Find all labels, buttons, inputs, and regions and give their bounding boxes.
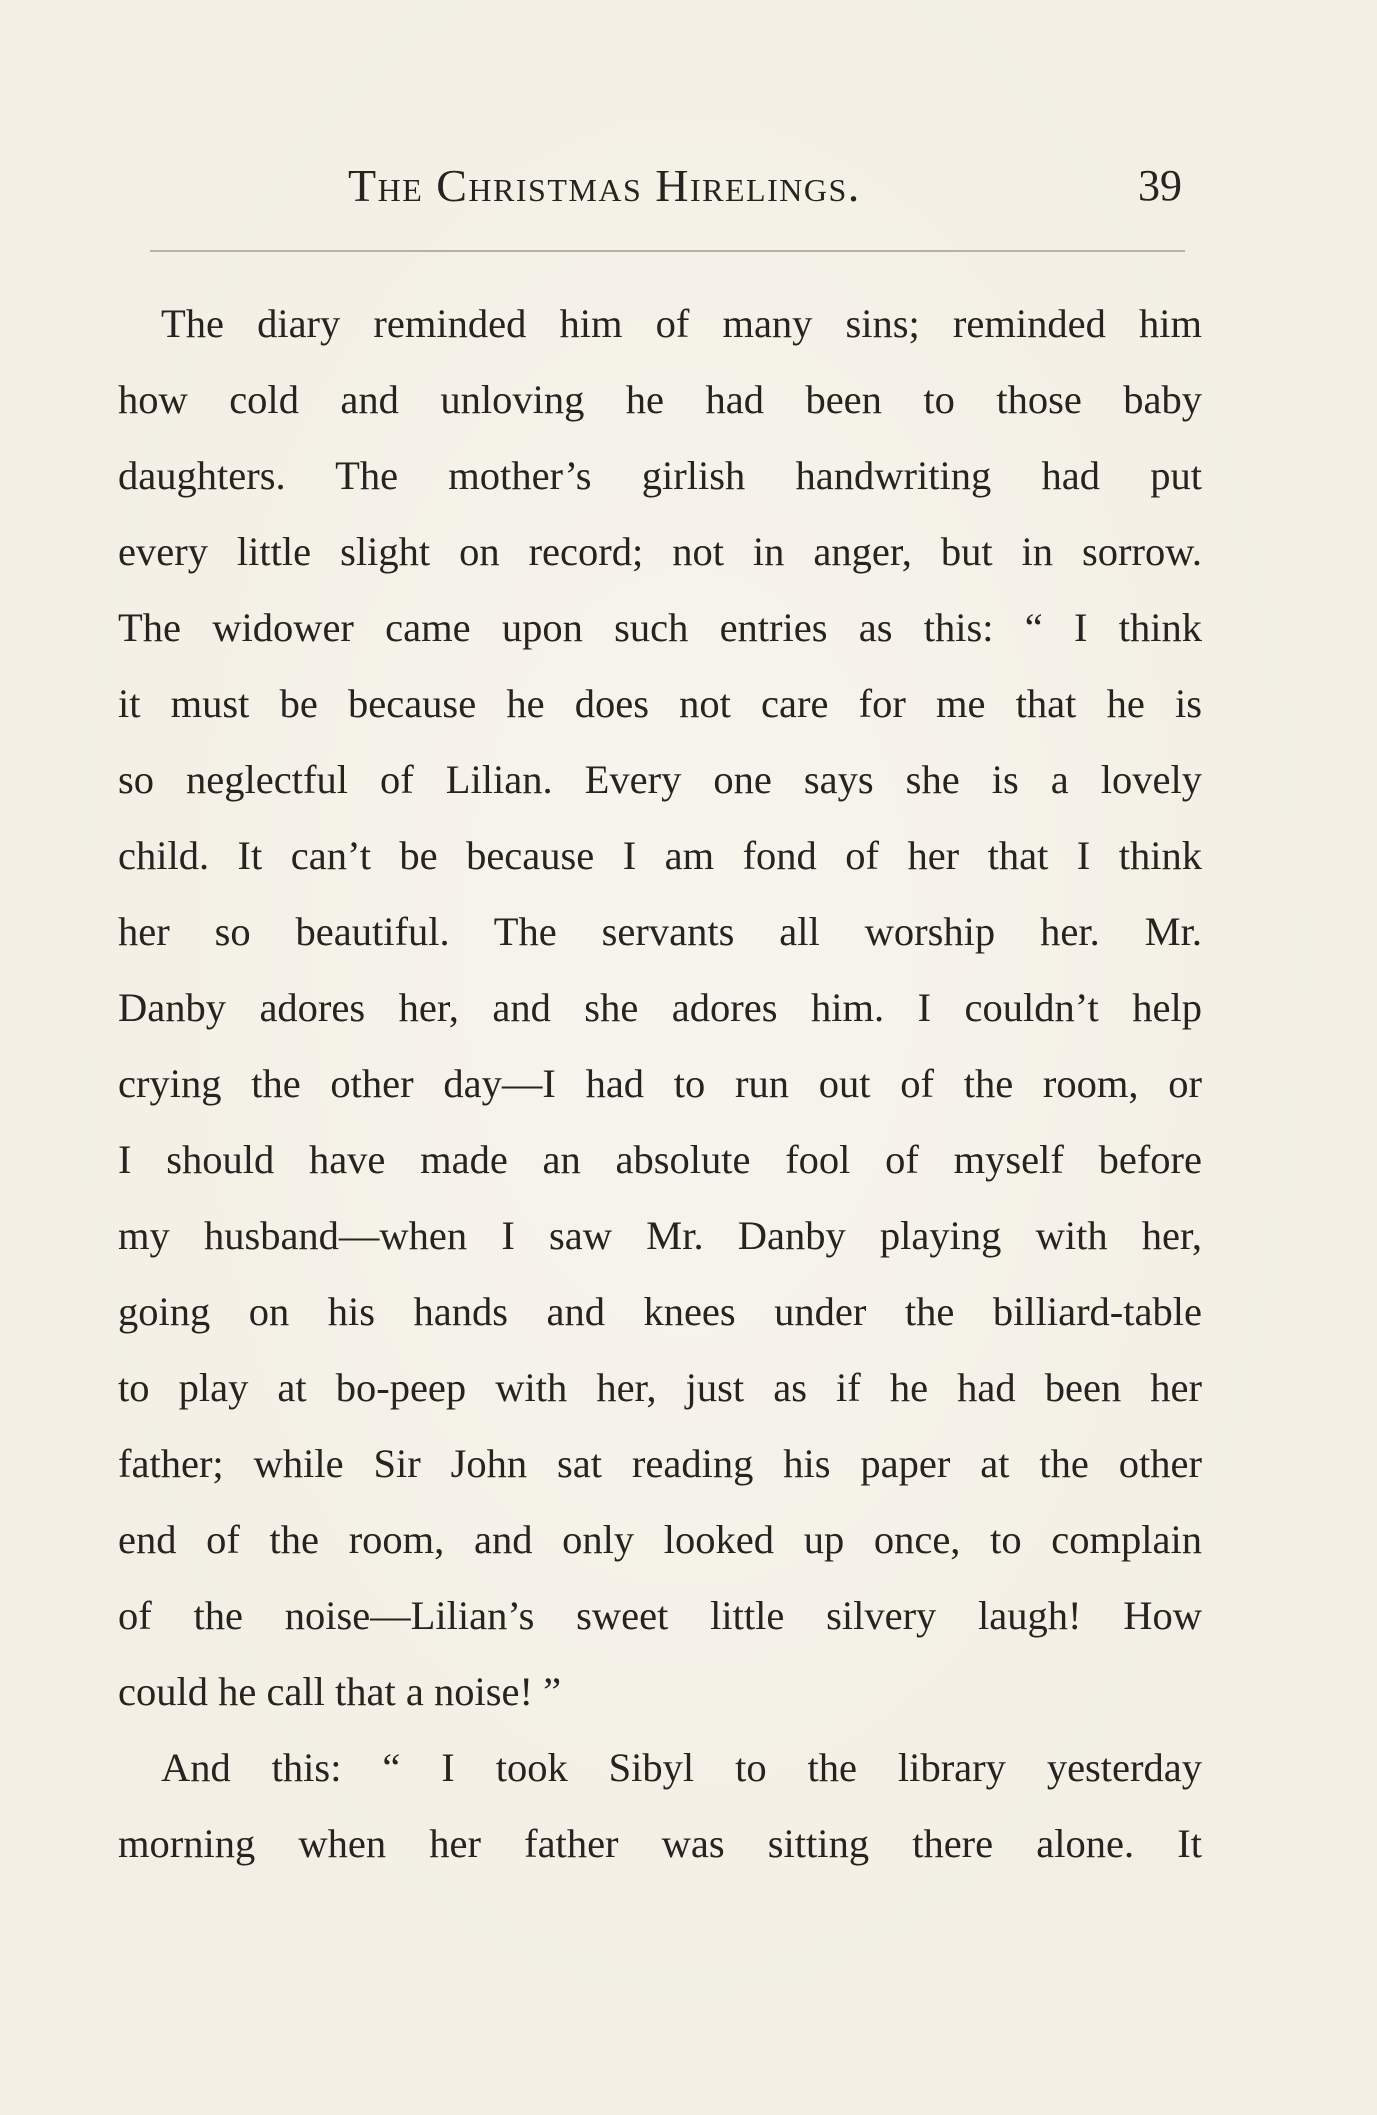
- text-line: end of the room, and only looked up once, to complain: [118, 1517, 1202, 1562]
- text-line: father; while Sir John sat reading his paper at the other: [118, 1441, 1202, 1486]
- text-line: it must be because he does not care for me that he is: [118, 681, 1202, 726]
- text-line: crying the other day—I had to run out of the room, or: [118, 1061, 1202, 1106]
- text-line: I should have made an absolute fool of myself before: [118, 1137, 1202, 1182]
- body-text: [118, 286, 1202, 1882]
- text-line: so neglectful of Lilian. Every one says she is a lovely: [118, 757, 1202, 802]
- text-line: of the noise—Lilian’s sweet little silvery laugh! How: [118, 1593, 1202, 1638]
- running-head: [118, 160, 1184, 212]
- text-line: The widower came upon such entries as this: “ I think: [118, 605, 1202, 650]
- running-head-title: The Christmas Hirelings.: [348, 160, 861, 211]
- text-line: going on his hands and knees under the billiard-table: [118, 1289, 1202, 1334]
- text-line: morning when her father was sitting there alone. It: [118, 1821, 1202, 1866]
- text-line: could he call that a noise! ”: [118, 1669, 562, 1714]
- header-rule: [150, 250, 1185, 252]
- text-line: how cold and unloving he had been to those baby: [118, 377, 1202, 422]
- page-number: 39: [1138, 161, 1182, 210]
- text-line: her so beautiful. The servants all worship her. Mr.: [118, 909, 1202, 954]
- text-line: Danby adores her, and she adores him. I couldn’t help: [118, 985, 1202, 1030]
- text-line: And this: “ I took Sibyl to the library yesterday: [161, 1745, 1202, 1790]
- text-line: The diary reminded him of many sins; reminded him: [161, 301, 1202, 346]
- text-line: to play at bo-peep with her, just as if he had been her: [118, 1365, 1202, 1410]
- text-line: every little slight on record; not in anger, but in sorrow.: [118, 529, 1202, 574]
- text-line: daughters. The mother’s girlish handwriting had put: [118, 453, 1202, 498]
- text-line: my husband—when I saw Mr. Danby playing with her,: [118, 1213, 1202, 1258]
- text-line: child. It can’t be because I am fond of her that I think: [118, 833, 1202, 878]
